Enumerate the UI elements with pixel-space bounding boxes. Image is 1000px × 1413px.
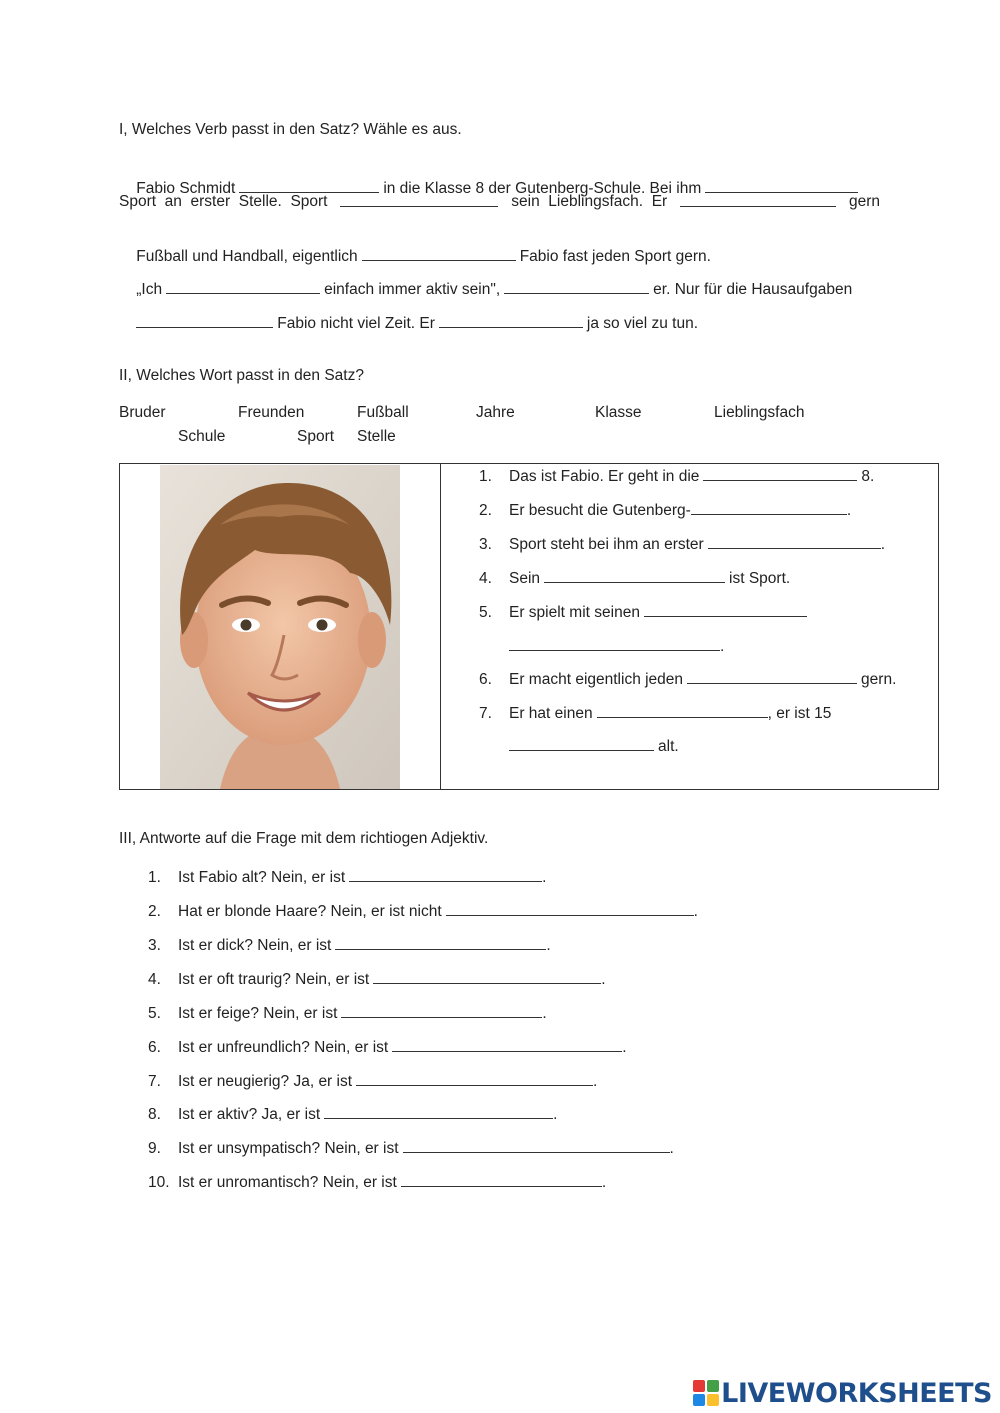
answer-blank[interactable] [708, 534, 881, 549]
word-bank-item: Freunden [238, 404, 305, 421]
text-line: Fabio nicht viel Zeit. Er ja so viel zu tun. [119, 293, 880, 354]
list-item: 2. Er besucht die Gutenberg- . [479, 502, 852, 519]
answer-blank[interactable] [687, 669, 857, 684]
word-bank-item: Jahre [476, 404, 515, 421]
list-item: 3. Sport steht bei ihm an erster . [479, 536, 886, 553]
answer-blank[interactable] [446, 901, 694, 916]
list-item-continuation: . [479, 636, 724, 657]
logo-square [693, 1380, 705, 1392]
word-bank-item: Klasse [595, 404, 642, 421]
word-bank-item: Schule [178, 428, 226, 445]
answer-blank[interactable] [392, 1037, 622, 1052]
word-bank-item: Bruder [119, 404, 166, 421]
word-bank-item: Lieblingsfach [714, 404, 805, 421]
answer-blank[interactable] [335, 935, 546, 950]
answer-blank[interactable] [401, 1172, 602, 1187]
list-item: 6. Er macht eigentlich jeden gern. [479, 671, 897, 688]
text-line: Fußball und Handball, eigentlich Fabio fast jeden Sport gern. [136, 248, 711, 265]
word-bank-item: Stelle [357, 428, 396, 445]
answer-blank[interactable] [341, 1003, 542, 1018]
word-bank-item: Sport [297, 428, 335, 445]
answer-blank[interactable] [166, 279, 320, 294]
answer-blank[interactable] [509, 636, 720, 651]
list-item: 7. Er hat einen , er ist 15 [479, 705, 832, 722]
logo-mark-icon [693, 1380, 719, 1406]
answer-blank[interactable] [324, 1104, 553, 1119]
answer-blank[interactable] [504, 279, 649, 294]
list-item: 8. Ist er aktiv? Ja, er ist . [148, 1106, 558, 1123]
answer-blank[interactable] [239, 178, 379, 193]
boy-photo [160, 465, 400, 789]
list-item: 6. Ist er unfreundlich? Nein, er ist . [148, 1039, 627, 1056]
answer-blank[interactable] [703, 466, 857, 481]
section-heading: II, Welches Wort passt in den Satz? [119, 367, 364, 384]
answer-blank[interactable] [136, 313, 273, 328]
list-item: 7. Ist er neugierig? Ja, er ist . [148, 1073, 598, 1090]
section-heading: I, Welches Verb passt in den Satz? Wähle es aus. [119, 121, 462, 138]
word-bank-item: Fußball [357, 404, 409, 421]
list-item: 10. Ist er unromantisch? Nein, er ist . [148, 1174, 607, 1191]
liveworksheets-logo [693, 1378, 992, 1408]
answer-blank[interactable] [403, 1138, 670, 1153]
list-item: 1. Das ist Fabio. Er geht in die 8. [479, 468, 875, 485]
answer-blank[interactable] [373, 969, 601, 984]
logo-text: LIVEWORKSHEETS [721, 1377, 992, 1409]
answer-blank[interactable] [340, 192, 498, 207]
list-item: 3. Ist er dick? Nein, er ist . [148, 937, 551, 954]
list-item: 9. Ist er unsympatisch? Nein, er ist . [148, 1140, 674, 1157]
answer-blank[interactable] [644, 602, 807, 617]
answer-blank[interactable] [544, 568, 725, 583]
answer-blank[interactable] [705, 178, 858, 193]
text-line: „Ich einfach immer aktiv sein", er. Nur für die Hausaufgaben [136, 281, 853, 298]
section-heading: III, Antworte auf die Frage mit dem richtiogen Adjektiv. [119, 830, 489, 847]
list-item: 5. Ist er feige? Nein, er ist . [148, 1005, 547, 1022]
logo-square [707, 1394, 719, 1406]
answer-blank[interactable] [680, 192, 836, 207]
logo-square [693, 1394, 705, 1406]
answer-blank[interactable] [691, 500, 847, 515]
list-item: 5. Er spielt mit seinen [479, 602, 811, 623]
exercise-table [119, 463, 939, 790]
answer-blank[interactable] [356, 1071, 593, 1086]
list-item-continuation: alt. [479, 736, 679, 757]
table-divider [440, 464, 441, 789]
answer-blank[interactable] [597, 703, 768, 718]
text-line: Sport an erster Stelle. Sport sein Lieblingsfach. Er gern [119, 193, 880, 210]
list-item: 1. Ist Fabio alt? Nein, er ist . [148, 869, 547, 886]
text-line: Fabio Schmidt in die Klasse 8 der Gutenberg-Schule. Bei ihm [119, 158, 880, 219]
answer-blank[interactable] [509, 736, 654, 751]
list-item: 2. Hat er blonde Haare? Nein, er ist nicht . [148, 903, 698, 920]
list-item: 4. Ist er oft traurig? Nein, er ist . [148, 971, 606, 988]
logo-square [707, 1380, 719, 1392]
answer-blank[interactable] [439, 313, 583, 328]
list-item: 4. Sein ist Sport. [479, 570, 791, 587]
answer-blank[interactable] [349, 867, 542, 882]
